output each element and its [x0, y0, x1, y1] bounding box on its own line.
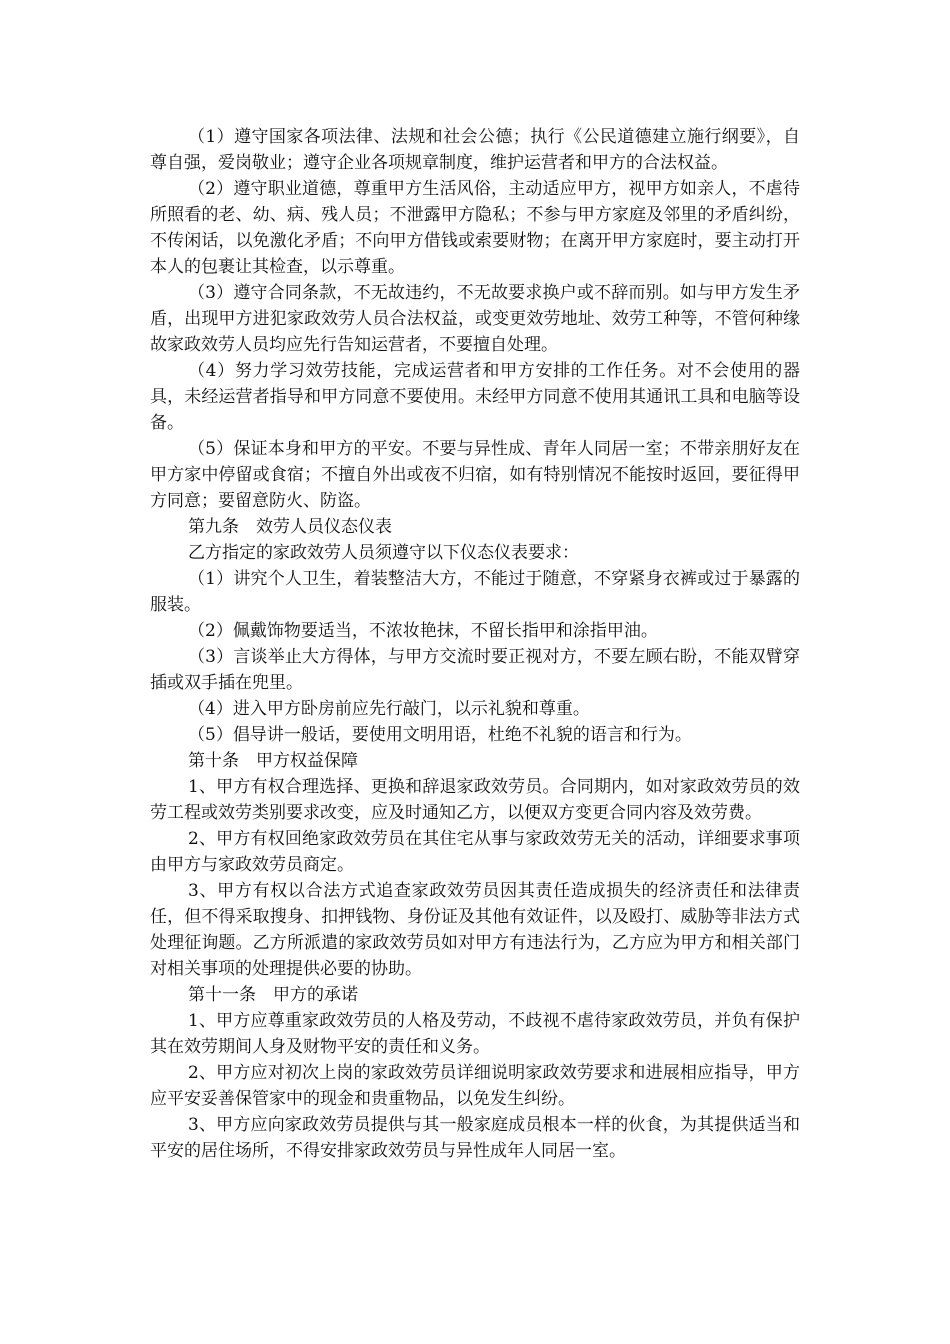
paragraph-appearance-1: （1）讲究个人卫生，着装整洁大方，不能过于随意，不穿紧身衣裤或过于暴露的服装。 — [150, 569, 800, 615]
paragraph-appearance-4: （4）进入甲方卧房前应先行敲门，以示礼貌和尊重。 — [188, 699, 590, 719]
paragraph-appearance-3: （3）言谈举止大方得体，与甲方交流时要正视对方，不要左顾右盼，不能双臂穿插或双手插在兜里。 — [150, 647, 800, 693]
article-10-heading: 第十条 甲方权益保障 — [188, 751, 358, 771]
paragraph-obligation-4: （4）努力学习效劳技能，完成运营者和甲方安排的工作任务。对不会使用的器具，未经运营者指导和甲方同意不要使用。未经甲方同意不使用其通讯工具和电脑等设备。 — [150, 361, 800, 433]
paragraph-obligation-1: （1）遵守国家各项法律、法规和社会公德；执行《公民道德建立施行纲要》，自尊自强，爱岗敬业；遵守企业各项规章制度，维护运营者和甲方的合法权益。 — [150, 127, 800, 173]
article-11-heading: 第十一条 甲方的承诺 — [188, 985, 358, 1005]
paragraph-commitment-2: 2、甲方应对初次上岗的家政效劳员详细说明家政效劳要求和进展相应指导，甲方应平安妥善保管家中的现金和贵重物品，以免发生纠纷。 — [150, 1063, 800, 1109]
document-page — [150, 124, 800, 1164]
paragraph-commitment-1: 1、甲方应尊重家政效劳员的人格及劳动，不歧视不虐待家政效劳员，并负有保护其在效劳期间人身及财物平安的责任和义务。 — [150, 1011, 800, 1057]
paragraph-appearance-2: （2）佩戴饰物要适当，不浓妆艳抹，不留长指甲和涂指甲油。 — [188, 621, 658, 641]
article-9-heading: 第九条 效劳人员仪态仪表 — [188, 517, 392, 537]
paragraph-obligation-2: （2）遵守职业道德，尊重甲方生活风俗，主动适应甲方，视甲方如亲人，不虐待所照看的老、幼、病、残人员；不泄露甲方隐私；不参与甲方家庭及邻里的矛盾纠纷，不传闲话，以免激化矛盾；不向甲方借钱或索要财物；在离开甲方家庭时，要主动打开本人的包裹让其检查，以示尊重。 — [150, 179, 800, 277]
paragraph-appearance-intro: 乙方指定的家政效劳人员须遵守以下仪态仪表要求： — [188, 543, 579, 563]
paragraph-appearance-5: （5）倡导讲一般话，要使用文明用语，杜绝不礼貌的语言和行为。 — [188, 725, 692, 745]
paragraph-obligation-3: （3）遵守合同条款，不无故违约，不无故要求换户或不辞而别。如与甲方发生矛盾，出现甲方进犯家政效劳人员合法权益，或变更效劳地址、效劳工种等，不管何种缘故家政效劳人员均应先行告知运营者，不要擅自处理。 — [150, 283, 800, 355]
paragraph-commitment-3: 3、甲方应向家政效劳员提供与其一般家庭成员根本一样的伙食，为其提供适当和平安的居住场所，不得安排家政效劳员与异性成年人同居一室。 — [150, 1115, 800, 1161]
paragraph-rights-1: 1、甲方有权合理选择、更换和辞退家政效劳员。合同期内，如对家政效劳员的效劳工程或效劳类别要求改变，应及时通知乙方，以便双方变更合同内容及效劳费。 — [150, 777, 800, 823]
paragraph-obligation-5: （5）保证本身和甲方的平安。不要与异性成、青年人同居一室；不带亲朋好友在甲方家中停留或食宿；不擅自外出或夜不归宿，如有特别情况不能按时返回，要征得甲方同意；要留意防火、防盗。 — [150, 439, 800, 511]
paragraph-rights-3: 3、甲方有权以合法方式追查家政效劳员因其责任造成损失的经济责任和法律责任，但不得采取搜身、扣押钱物、身份证及其他有效证件，以及殴打、威胁等非法方式处理征询题。乙方所派遣的家政效劳员如对甲方有违法行为，乙方应为甲方和相关部门对相关事项的处理提供必要的协助。 — [150, 881, 800, 979]
paragraph-rights-2: 2、甲方有权回绝家政效劳员在其住宅从事与家政效劳无关的活动，详细要求事项由甲方与家政效劳员商定。 — [150, 829, 800, 875]
